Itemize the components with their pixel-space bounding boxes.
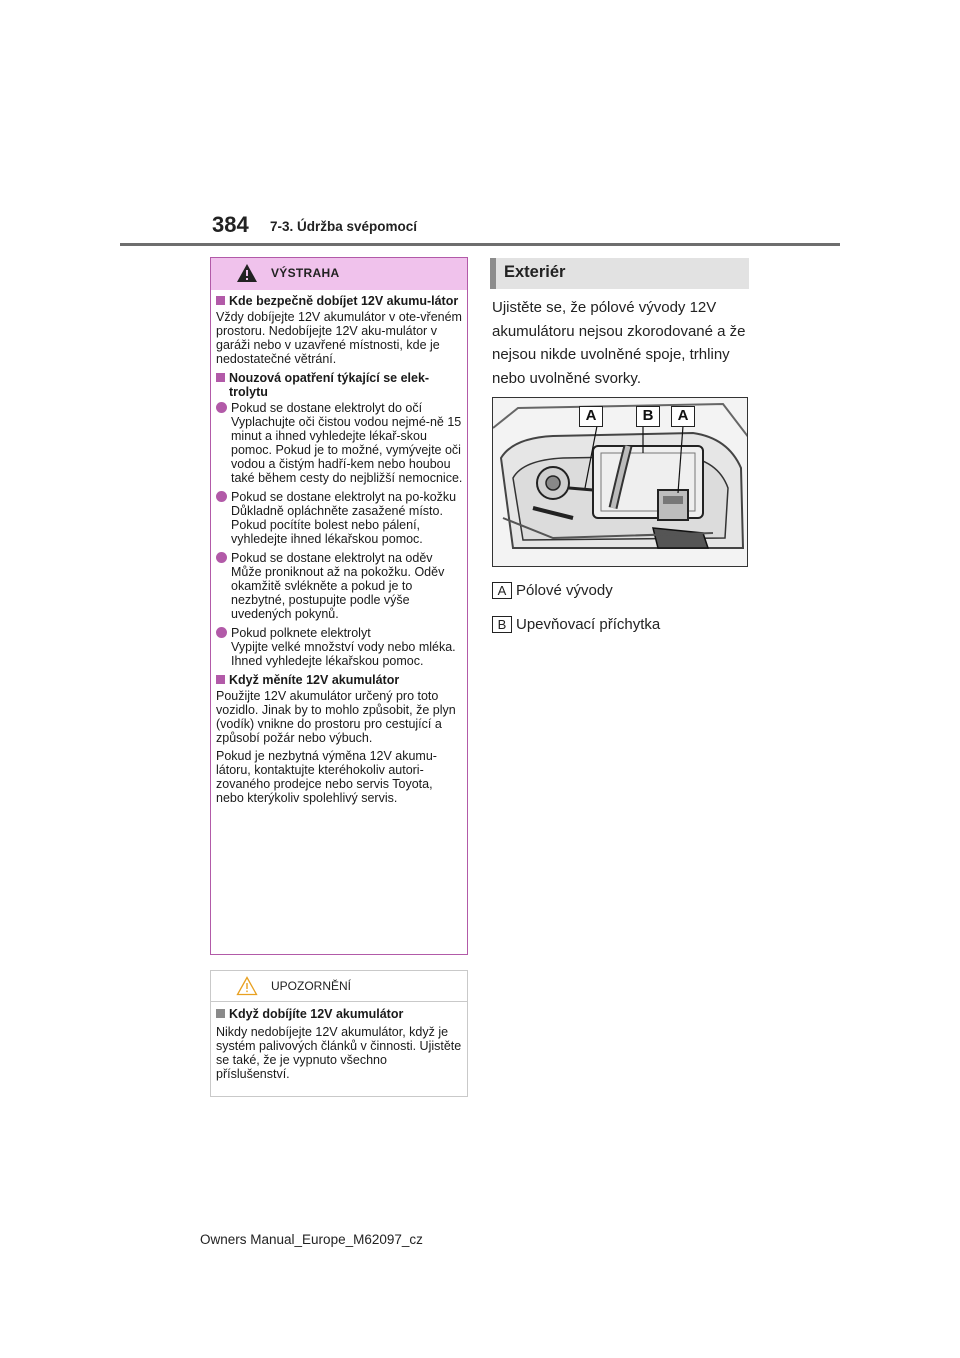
caution-text: Nikdy nedobíjejte 12V akumulátor, když je systém palivových článků v činnosti. Ujistěte se také, že je vypnuto všechno příslušenství.: [216, 1025, 462, 1081]
warning-heading-charging-place: Kde bezpečně dobíjet 12V akumu-látor: [229, 294, 459, 308]
caution-heading: Když dobíjíte 12V akumulátor: [229, 1007, 404, 1021]
exterior-heading: Exteriér: [504, 263, 566, 281]
bullet-text-eyes: Vyplachujte oči čistou vodou nejmé-ně 15 minut a ihned vyhledejte lékař-skou pomoc. Pokud je to možné, vymývejte oči vodou a čistým hadří-kem nebo houbou také během cesty do nejbližší nemocnice.: [231, 415, 463, 485]
warning-text-charging-place: Vždy dobíjejte 12V akumulátor v ote-vřeném prostoru. Nedobíjejte 12V aku-mulátor v garáži nebo v uzavřené místnosti, kde je nedostatečné větrání.: [216, 310, 462, 366]
legend-key-a: A: [492, 582, 512, 599]
caution-box: [210, 970, 468, 1097]
bullet-text-clothes: Může proniknout až na pokožku. Oděv okamžitě svlékněte a pokud je to nezbytné, postupujte podle výše uvedených pokynů.: [231, 565, 445, 621]
page-number: 384: [212, 212, 249, 237]
section-title: 7-3. Údržba svépomocí: [270, 219, 418, 234]
warning-heading-electrolyte: Nouzová opatření týkající se elek-trolytu: [229, 371, 430, 399]
round-bullet-icon: [216, 491, 227, 502]
figure-tag-b: B: [636, 406, 660, 427]
round-bullet-icon: [216, 402, 227, 413]
warning-text-replacing-1: Použijte 12V akumulátor určený pro toto vozidlo. Jinak by to mohlo způsobit, že plyn (vodík) vnikne do prostoru pro cestující a způsobí požár nebo výbuch.: [216, 689, 456, 745]
battery-illustration: [492, 397, 748, 567]
round-bullet-icon: [216, 552, 227, 563]
bullet-title-skin: Pokud se dostane elektrolyt na po-kožku: [231, 490, 457, 504]
warning-header: [211, 258, 467, 290]
caution-title: UPOZORNĚNÍ: [271, 979, 352, 993]
legend-label-a: Pólové vývody: [516, 582, 613, 599]
exterior-text: Ujistěte se, že pólové vývody 12V akumulátoru nejsou zkorodované a že nejsou nikde uvolněné spoje, trhliny nebo uvolněné svorky.: [492, 299, 746, 387]
header-divider: [120, 243, 840, 246]
figure-tag-a-left: A: [579, 406, 603, 427]
warning-heading-replacing: Když měníte 12V akumulátor: [229, 673, 400, 687]
square-bullet-icon: [216, 675, 225, 684]
bullet-text-skin: Důkladně opláchněte zasažené místo. Pokud pocítíte bolest nebo pálení, vyhledejte ihned lékařskou pomoc.: [231, 504, 443, 546]
warning-text-replacing-2: Pokud je nezbytná výměna 12V akumu-látoru, kontaktujte kteréhokoliv autori-zovaného prodejce nebo servis Toyota, nebo kterýkoliv spolehlivý servis.: [216, 749, 437, 805]
legend-key-b: B: [492, 616, 512, 633]
warning-title: VÝSTRAHA: [271, 266, 340, 280]
square-bullet-icon: [216, 1009, 225, 1018]
bullet-title-eyes: Pokud se dostane elektrolyt do očí: [231, 401, 423, 415]
bullet-text-swallow: Vypijte velké množství vody nebo mléka. Ihned vyhledejte lékařskou pomoc.: [231, 640, 456, 668]
square-bullet-icon: [216, 296, 225, 305]
exterior-heading-bar: [490, 258, 749, 289]
bullet-title-swallow: Pokud polknete elektrolyt: [231, 626, 371, 640]
bullet-title-clothes: Pokud se dostane elektrolyt na oděv: [231, 551, 433, 565]
caution-header: [211, 971, 467, 1002]
footer-manual-id: Owners Manual_Europe_M62097_cz: [200, 1232, 423, 1247]
square-bullet-icon: [216, 373, 225, 382]
warning-triangle-icon: [236, 263, 258, 283]
legend-item-b: [492, 616, 660, 633]
battery-drawing: [493, 398, 748, 567]
warning-box: [210, 257, 468, 955]
caution-triangle-icon: [236, 976, 258, 996]
round-bullet-icon: [216, 627, 227, 638]
legend-label-b: Upevňovací příchytka: [516, 616, 661, 633]
figure-tag-a-right: A: [671, 406, 695, 427]
legend-item-a: [492, 582, 613, 599]
